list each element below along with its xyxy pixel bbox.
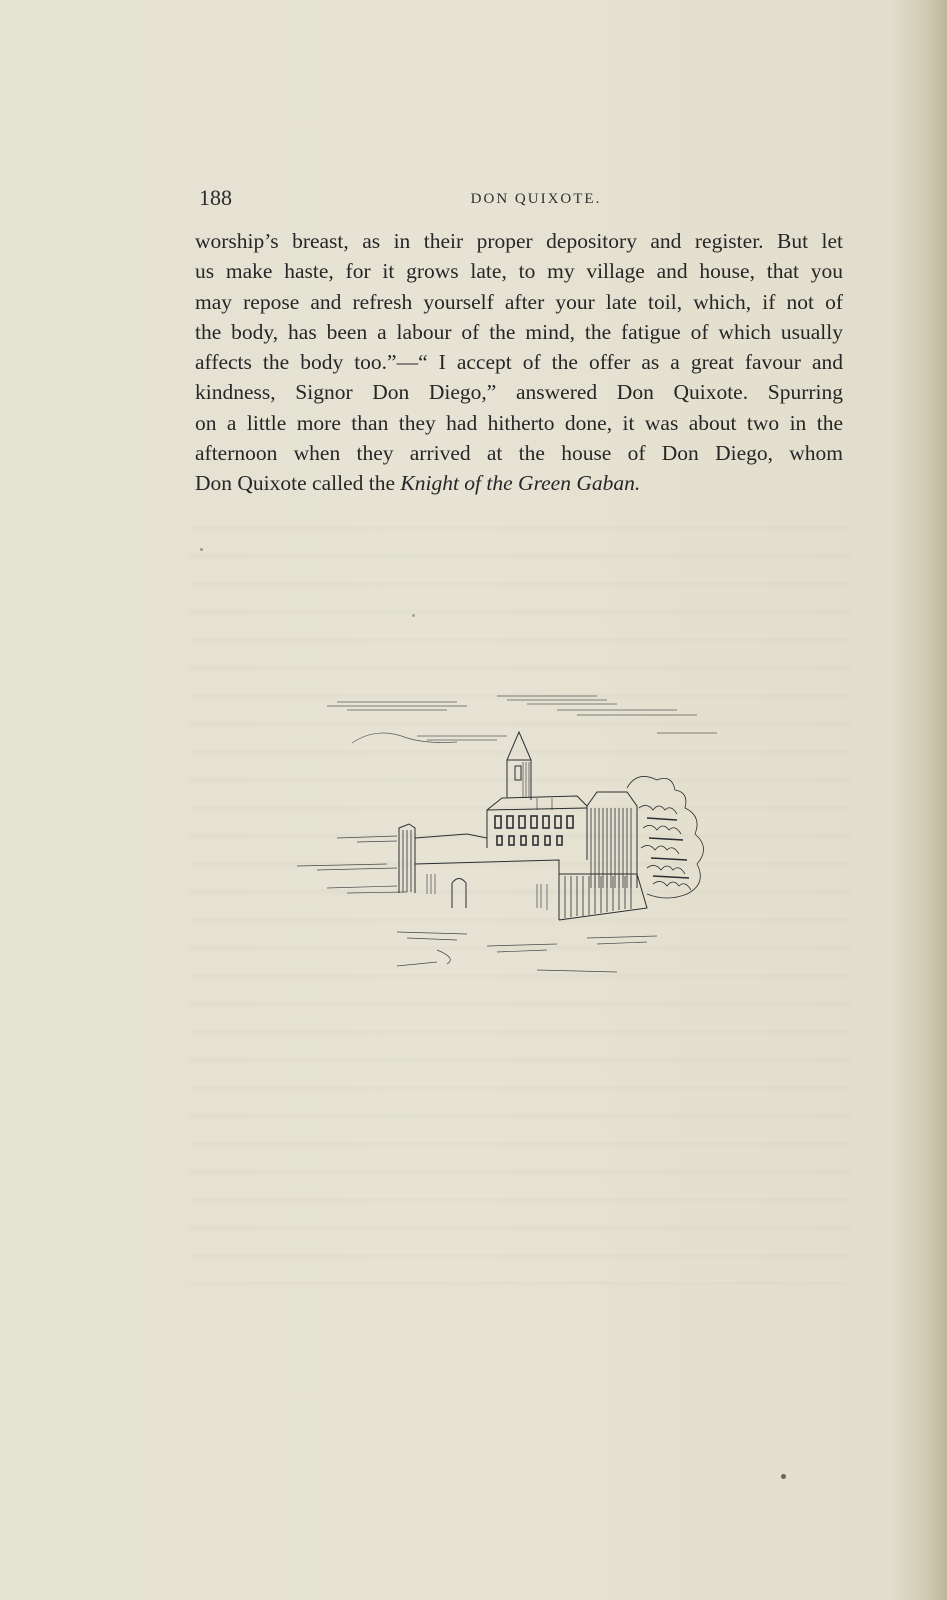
courtyard-wall xyxy=(415,834,647,920)
ink-speck xyxy=(781,1474,786,1479)
text-line: may repose and refresh yourself after your late toil, which, if not of xyxy=(195,289,843,314)
sky-hatching xyxy=(327,696,717,743)
house-engraving-illustration xyxy=(297,688,727,998)
text-line: kindness, Signor Don Diego,” answered Don Quixote. Spurring xyxy=(195,380,843,405)
book-title: DON QUIXOTE. xyxy=(470,191,602,207)
text-line: worship’s breast, as in their proper depository and register. But let xyxy=(195,229,843,253)
text-line: us make haste, for it grows late, to my village and house, that you xyxy=(195,259,843,284)
text-line: affects the body too.”—“ I accept of the offer as a great favour and xyxy=(195,350,843,375)
main-house xyxy=(487,796,587,860)
text-line: the body, has been a labour of the mind, the fatigue of which usually xyxy=(195,319,843,344)
text-line: afternoon when they arrived at the house of Don Diego, whom xyxy=(195,441,843,466)
page-number: 188 xyxy=(199,185,232,210)
text-plain: Don Quixote called the xyxy=(195,471,401,496)
gate-pillar xyxy=(399,824,415,893)
text-line-last xyxy=(195,468,843,498)
text-italic-title: Knight of the Green Gaban. xyxy=(400,471,641,496)
ink-speck xyxy=(412,614,415,617)
running-head xyxy=(199,185,843,213)
church-tower xyxy=(507,732,531,800)
text-line: on a little more than they had hitherto done, it was about two in the xyxy=(195,410,843,435)
body-text xyxy=(195,226,843,499)
ink-speck xyxy=(200,548,203,551)
